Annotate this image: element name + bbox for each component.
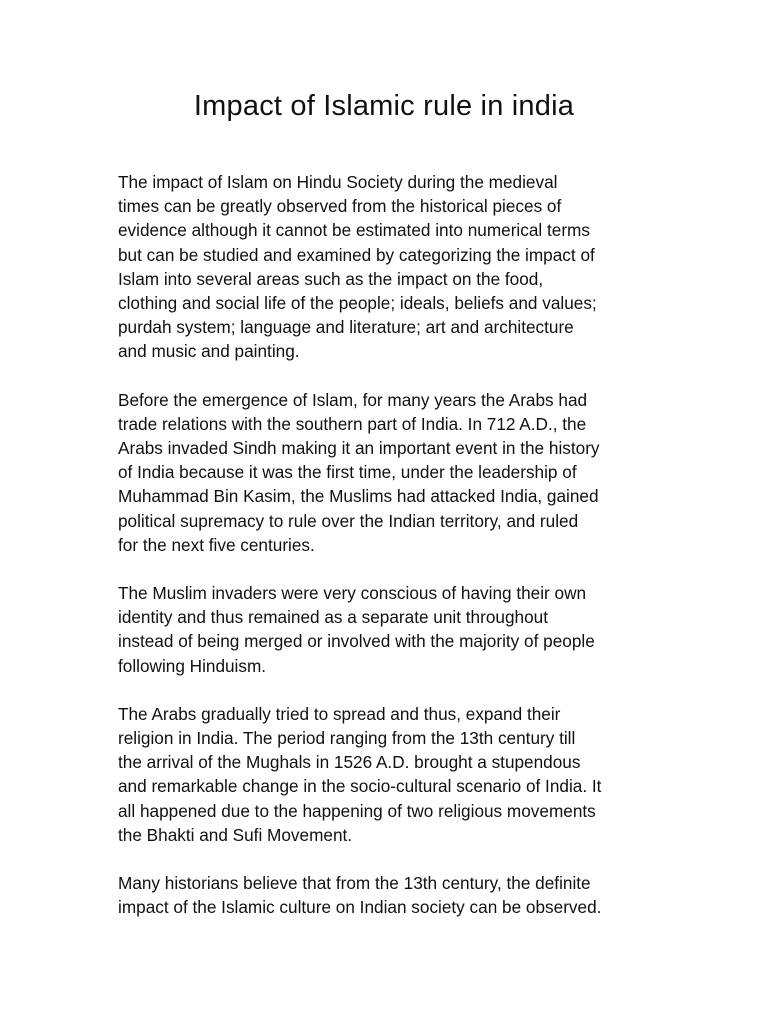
page-title: Impact of Islamic rule in india bbox=[193, 90, 575, 122]
document-body bbox=[118, 170, 658, 943]
paragraph-5: Many historians believe that from the 13th century, the definite impact of the Islamic culture on Indian society can be observed. bbox=[118, 873, 602, 918]
paragraph-3: The Muslim invaders were very conscious of having their own identity and thus remained as a separate unit throughout instead of being merged or involved with the majority of people following Hinduism. bbox=[118, 583, 595, 676]
paragraph-4: The Arabs gradually tried to spread and thus, expand their religion in India. The period ranging from the 13th century till the arrival of the Mughals in 1526 A.D. brought a stupendous and remarkable change in the socio-cultural scenario of India. It all happened due to the happening of two religious movements the Bhakti and Sufi Movement. bbox=[118, 703, 602, 845]
paragraph-2: Before the emergence of Islam, for many years the Arabs had trade relations with the southern part of India. In 712 A.D., the Arabs invaded Sindh making it an important event in the history of India because it was the first time, under the leadership of Muhammad Bin Kasim, the Muslims had attacked India, gained political supremacy to rule over the Indian territory, and ruled for the next five centuries. bbox=[118, 389, 600, 555]
paragraph-1: The impact of Islam on Hindu Society during the medieval times can be greatly observed from the historical pieces of evidence although it cannot be estimated into numerical terms but can be studied and examined by categorizing the impact of Islam into several areas such as the impact on the food, clothing and social life of the people; ideals, beliefs and values; purdah system; language and literature; art and architecture and music and painting. bbox=[118, 172, 597, 362]
